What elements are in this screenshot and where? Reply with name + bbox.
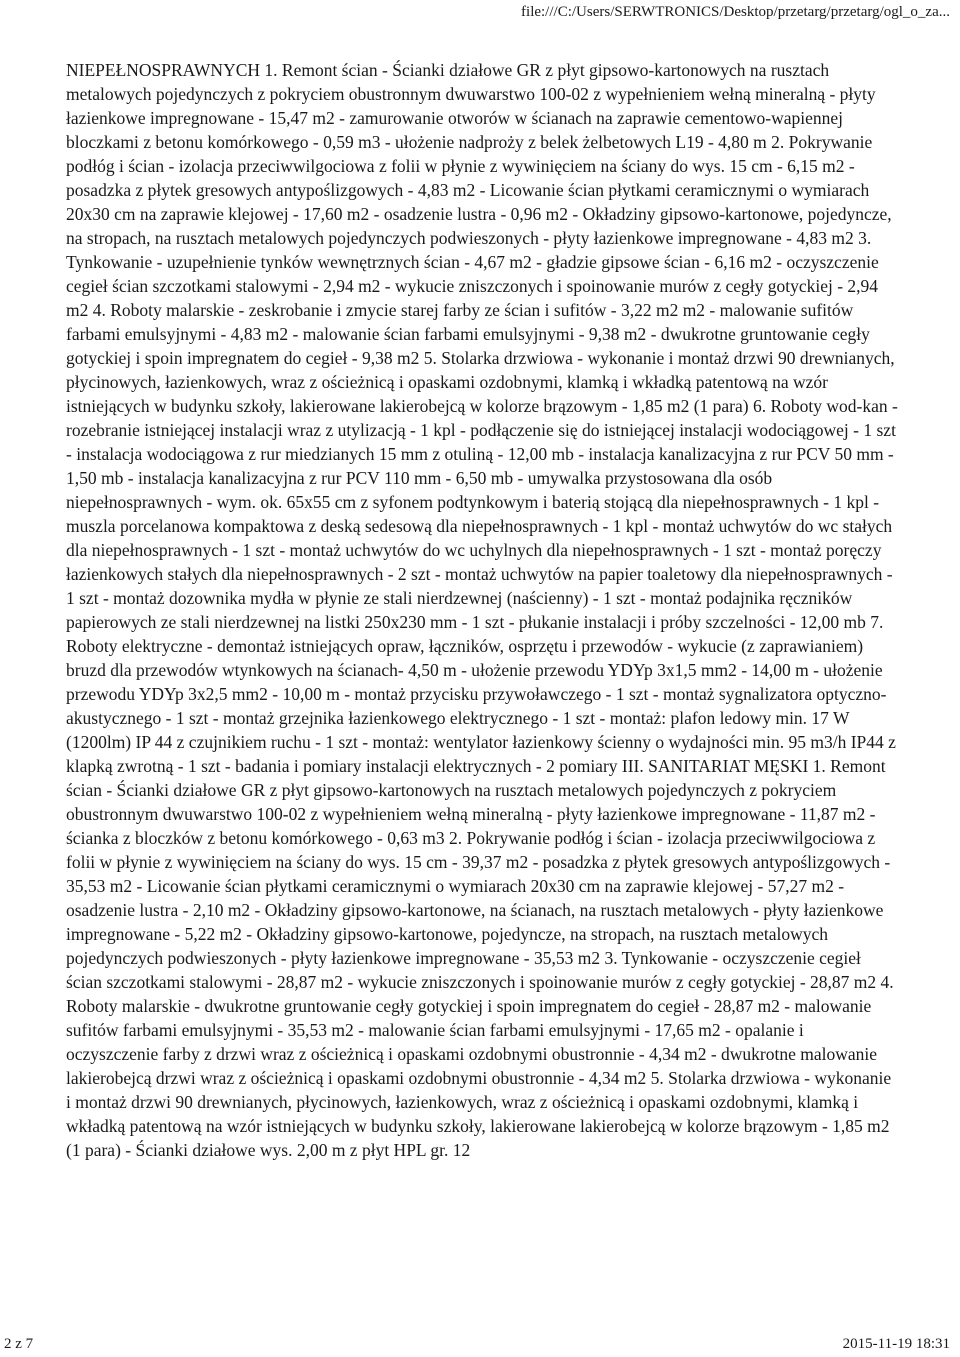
document-body-text: NIEPEŁNOSPRAWNYCH 1. Remont ścian - Ścianki działowe GR z płyt gipsowo-kartonowych na rusztach metalowych pojedynczych z pokryciem obustronnym dwuwarstwo 100-02 z wypełnieniem wełną mineralną - płyty łazienkowe impregnowane - 15,47 m2 - zamurowanie otworów w ścianach na zaprawie cementowo-wapiennej bloczkami z betonu komórkowego - 0,59 m3 - ułożenie nadproży z belek żelbetowych L19 - 4,80 m 2. Pokrywanie podłóg i ścian - izolacja przeciwwilgociowa z folii w płynie z wywinięciem na ściany do wys. 15 cm - 6,15 m2 - posadzka z płytek gresowych antypoślizgowych - 4,83 m2 - Licowanie ścian płytkami ceramicznymi o wymiarach 20x30 cm na zaprawie klejowej - 17,60 m2 - osadzenie lustra - 0,96 m2 - Okładziny gipsowo-kartonowe, pojedyncze, na stropach, na rusztach metalowych pojedynczych podwieszonych - płyty łazienkowe impregnowane - 4,83 m2 3. Tynkowanie - uzupełnienie tynków wewnętrznych ścian - 4,67 m2 - gładzie gipsowe ścian - 6,16 m2 - oczyszczenie cegieł ścian szczotkami stalowymi - 2,94 m2 - wykucie zniszczonych i spoinowanie murów z cegły gotyckiej - 2,94 m2 4. Roboty malarskie - zeskrobanie i zmycie starej farby ze ścian i sufitów - 3,22 m2 m2 - malowanie sufitów farbami emulsyjnymi - 4,83 m2 - malowanie ścian farbami emulsyjnymi - 9,38 m2 - dwukrotne gruntowanie cegły gotyckiej i spoin impregnatem do cegieł - 9,38 m2 5. Stolarka drzwiowa - wykonanie i montaż drzwi 90 drewnianych, płycinowych, łazienkowych, wraz z ościeżnicą i opaskami ozdobnymi, klamką i wkładką patentową na wzór istniejących w budynku szkoły, lakierowane lakierobejcą w kolorze brązowym - 1,85 m2 (1 para) 6. Roboty wod-kan - rozebranie istniejącej instalacji wraz z utylizacją - 1 kpl - podłączenie się do istniejącej instalacji wodociągowej - 1 szt - instalacja wodociągowa z rur miedzianych 15 mm z otuliną - 12,00 mb - instalacja kanalizacyjna z rur PCV 50 mm - 1,50 mb - instalacja kanalizacyjna z rur PCV 110 mm - 6,50 mb - umywalka przystosowana dla osób niepełnosprawnych - wym. ok. 65x55 cm z syfonem podtynkowym i baterią stojącą dla niepełnosprawnych - 1 kpl - muszla porcelanowa kompaktowa z deską sedesową dla niepełnosprawnych - 1 kpl - montaż uchwytów do wc stałych dla niepełnosprawnych - 1 szt - montaż uchwytów do wc uchylnych dla niepełnosprawnych - 1 szt - montaż poręczy łazienkowych stałych dla niepełnosprawnych - 2 szt - montaż uchwytów na papier toaletowy dla niepełnosprawnych - 1 szt - montaż dozownika mydła w płynie ze stali nierdzewnej (naścienny) - 1 szt - montaż podajnika ręczników papierowych ze stali nierdzewnej na listki 250x230 mm - 1 szt - płukanie instalacji i próby szczelności - 12,00 mb 7. Roboty elektryczne - demontaż istniejących opraw, łączników, osprzętu i przewodów - wykucie (z zaprawianiem) bruzd dla przewodów wtynkowych na ścianach- 4,50 m - ułożenie przewodu YDYp 3x1,5 mm2 - 14,00 m - ułożenie przewodu YDYp 3x2,5 mm2 - 10,00 m - montaż przycisku przywoławczego - 1 szt - montaż sygnalizatora optyczno-akustycznego - 1 szt - montaż grzejnika łazienkowego elektrycznego - 1 szt - montaż: plafon ledowy min. 17 W (1200lm) IP 44 z czujnikiem ruchu - 1 szt - montaż: wentylator łazienkowy ścienny o wydajności min. 95 m3/h IP44 z klapką zwrotną - 1 szt - badania i pomiary instalacji elektrycznych - 2 pomiary III. SANITARIAT MĘSKI 1. Remont ścian - Ścianki działowe GR z płyt gipsowo-kartonowych na rusztach metalowych pojedynczych z pokryciem obustronnym dwuwarstwo 100-02 z wypełnieniem wełną mineralną - płyty łazienkowe impregnowane - 11,87 m2 - ścianka z bloczków z betonu komórkowego - 0,63 m3 2. Pokrywanie podłóg i ścian - izolacja przeciwwilgociowa z folii w płynie z wywinięciem na ściany do wys. 15 cm - 39,37 m2 - posadzka z płytek gresowych antypoślizgowych - 35,53 m2 - Licowanie ścian płytkami ceramicznymi o wymiarach 20x30 cm na zaprawie klejowej - 57,27 m2 - osadzenie lustra - 2,10 m2 - Okładziny gipsowo-kartonowe, na ścianach, na rusztach metalowych - płyty łazienkowe impregnowane - 5,22 m2 - Okładziny gipsowo-kartonowe, pojedyncze, na stropach, na rusztach metalowych pojedynczych podwieszonych - płyty łazienkowe impregnowane - 35,53 m2 3. Tynkowanie - oczyszczenie cegieł ścian szczotkami stalowymi - 28,87 m2 - wykucie zniszczonych i spoinowanie murów z cegły gotyckiej - 28,87 m2 4. Roboty malarskie - dwukrotne gruntowanie cegły gotyckiej i spoin impregnatem do cegieł - 28,87 m2 - malowanie sufitów farbami emulsyjnymi - 35,53 m2 - malowanie ścian farbami emulsyjnymi - 17,65 m2 - opalanie i oczyszczenie farby z drzwi wraz z ościeżnicą i opaskami ozdobnymi obustronnie - 4,34 m2 - dwukrotne malowanie lakierobejcą drzwi wraz z ościeżnicą i opaskami ozdobnymi obustronnie - 4,34 m2 5. Stolarka drzwiowa - wykonanie i montaż drzwi 90 drewnianych, płycinowych, łazienkowych, wraz z ościeżnicą i opaskami ozdobnymi, klamką i wkładką patentową na wzór istniejących w budynku szkoły, lakierowane lakierobejcą w kolorze brązowym - 1,85 m2 (1 para) - Ścianki działowe wys. 2,00 m z płyt HPL gr. 12: [66, 60, 898, 1160]
page-number: 2 z 7: [4, 1336, 34, 1352]
print-header-url: file:///C:/Users/SERWTRONICS/Desktop/przetarg/przetarg/ogl_o_za...: [521, 4, 950, 20]
print-timestamp: 2015-11-19 18:31: [842, 1336, 950, 1352]
